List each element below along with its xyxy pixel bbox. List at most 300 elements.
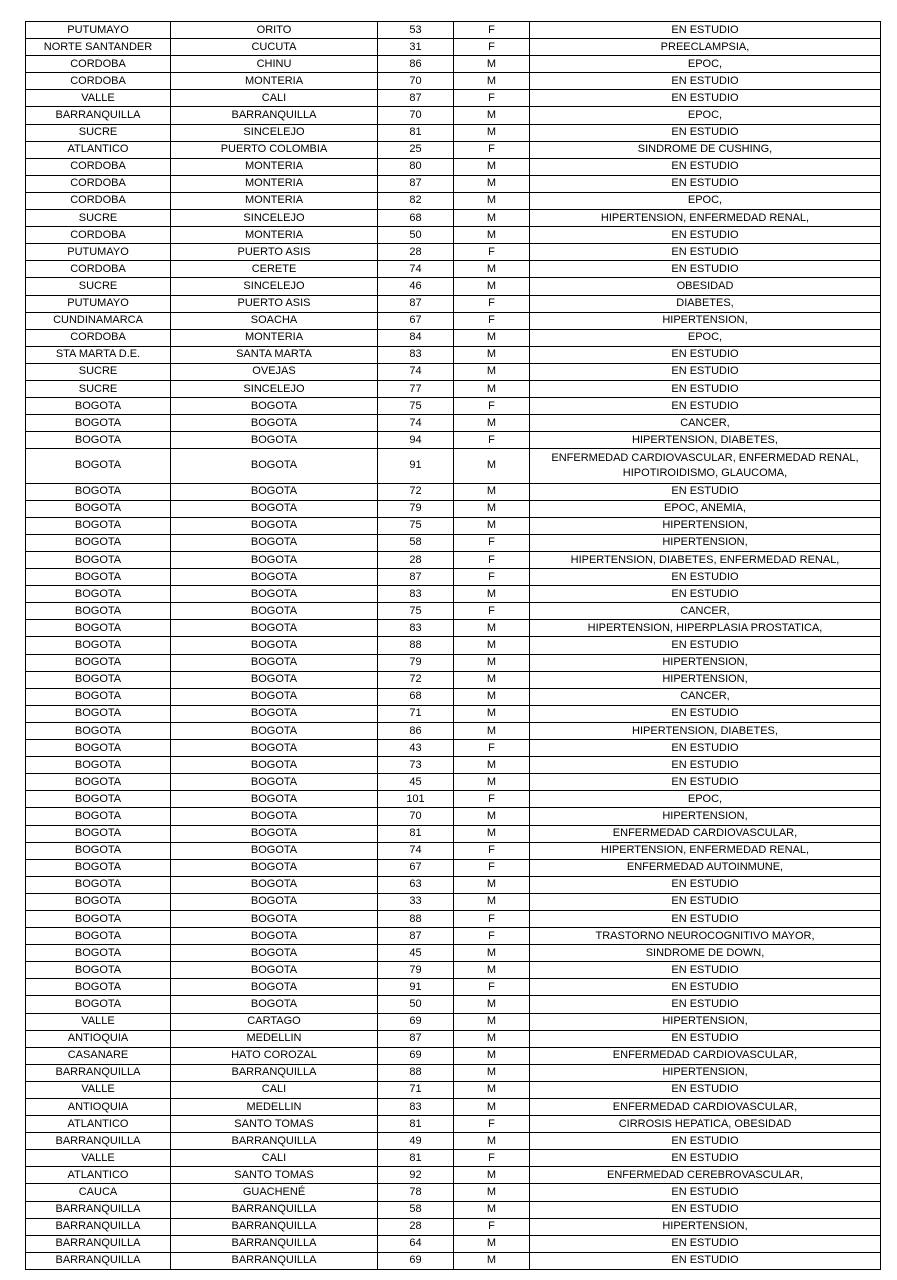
department-cell: BOGOTA — [26, 740, 171, 757]
department-cell: BOGOTA — [26, 791, 171, 808]
table-row — [26, 534, 881, 551]
condition-cell: EN ESTUDIO — [530, 363, 881, 380]
department-cell: BOGOTA — [26, 415, 171, 432]
table-row — [26, 705, 881, 722]
municipality-cell: BOGOTA — [171, 688, 378, 705]
municipality-cell: CARTAGO — [171, 1013, 378, 1030]
table-row — [26, 432, 881, 449]
municipality-cell: BARRANQUILLA — [171, 1235, 378, 1252]
municipality-cell: BOGOTA — [171, 825, 378, 842]
condition-cell: ENFERMEDAD AUTOINMUNE, — [530, 859, 881, 876]
sex-cell: M — [454, 1133, 530, 1150]
table-row — [26, 876, 881, 893]
sex-cell: M — [454, 210, 530, 227]
age-cell: 31 — [378, 39, 454, 56]
table-row — [26, 1201, 881, 1218]
municipality-cell: SANTO TOMAS — [171, 1167, 378, 1184]
table-row — [26, 278, 881, 295]
age-cell: 79 — [378, 500, 454, 517]
municipality-cell: BARRANQUILLA — [171, 107, 378, 124]
table-row — [26, 688, 881, 705]
cases-table — [25, 21, 881, 1270]
table-row — [26, 141, 881, 158]
table-row — [26, 192, 881, 209]
table-row — [26, 1235, 881, 1252]
condition-cell: EN ESTUDIO — [530, 261, 881, 278]
sex-cell: M — [454, 124, 530, 141]
age-cell: 74 — [378, 415, 454, 432]
age-cell: 88 — [378, 1064, 454, 1081]
municipality-cell: BOGOTA — [171, 415, 378, 432]
condition-cell: EN ESTUDIO — [530, 22, 881, 39]
condition-cell: EN ESTUDIO — [530, 740, 881, 757]
condition-cell: EN ESTUDIO — [530, 1235, 881, 1252]
sex-cell: M — [454, 1235, 530, 1252]
department-cell: ATLANTICO — [26, 1116, 171, 1133]
municipality-cell: BARRANQUILLA — [171, 1064, 378, 1081]
sex-cell: M — [454, 586, 530, 603]
sex-cell: M — [454, 483, 530, 500]
age-cell: 86 — [378, 56, 454, 73]
table-row — [26, 910, 881, 927]
department-cell: BOGOTA — [26, 996, 171, 1013]
department-cell: BOGOTA — [26, 705, 171, 722]
sex-cell: F — [454, 603, 530, 620]
age-cell: 67 — [378, 859, 454, 876]
table-row — [26, 979, 881, 996]
age-cell: 72 — [378, 671, 454, 688]
municipality-cell: MONTERIA — [171, 227, 378, 244]
sex-cell: F — [454, 295, 530, 312]
department-cell: BOGOTA — [26, 534, 171, 551]
municipality-cell: BOGOTA — [171, 945, 378, 962]
table-row — [26, 928, 881, 945]
condition-cell: EN ESTUDIO — [530, 483, 881, 500]
department-cell: PUTUMAYO — [26, 244, 171, 261]
municipality-cell: BOGOTA — [171, 552, 378, 569]
department-cell: BOGOTA — [26, 603, 171, 620]
sex-cell: M — [454, 158, 530, 175]
table-row — [26, 56, 881, 73]
condition-cell: ENFERMEDAD CARDIOVASCULAR, — [530, 1047, 881, 1064]
age-cell: 88 — [378, 910, 454, 927]
condition-cell: HIPERTENSION, — [530, 1218, 881, 1235]
municipality-cell: BARRANQUILLA — [171, 1133, 378, 1150]
table-row — [26, 158, 881, 175]
municipality-cell: MONTERIA — [171, 158, 378, 175]
table-row — [26, 825, 881, 842]
age-cell: 46 — [378, 278, 454, 295]
condition-cell: EN ESTUDIO — [530, 893, 881, 910]
municipality-cell: BOGOTA — [171, 996, 378, 1013]
municipality-cell: MEDELLIN — [171, 1099, 378, 1116]
condition-cell: ENFERMEDAD CEREBROVASCULAR, — [530, 1167, 881, 1184]
sex-cell: M — [454, 876, 530, 893]
municipality-cell: CERETE — [171, 261, 378, 278]
department-cell: VALLE — [26, 90, 171, 107]
sex-cell: M — [454, 1047, 530, 1064]
department-cell: CORDOBA — [26, 175, 171, 192]
table-row — [26, 90, 881, 107]
age-cell: 70 — [378, 107, 454, 124]
sex-cell: M — [454, 517, 530, 534]
table-row — [26, 1047, 881, 1064]
municipality-cell: ORITO — [171, 22, 378, 39]
table-row — [26, 774, 881, 791]
sex-cell: M — [454, 1201, 530, 1218]
municipality-cell: HATO COROZAL — [171, 1047, 378, 1064]
age-cell: 53 — [378, 22, 454, 39]
age-cell: 91 — [378, 979, 454, 996]
department-cell: BOGOTA — [26, 774, 171, 791]
age-cell: 87 — [378, 175, 454, 192]
table-row — [26, 261, 881, 278]
municipality-cell: CHINU — [171, 56, 378, 73]
municipality-cell: BOGOTA — [171, 910, 378, 927]
table-row — [26, 22, 881, 39]
table-row — [26, 1184, 881, 1201]
table-row — [26, 808, 881, 825]
department-cell: CORDOBA — [26, 158, 171, 175]
sex-cell: M — [454, 329, 530, 346]
municipality-cell: BOGOTA — [171, 654, 378, 671]
municipality-cell: BOGOTA — [171, 722, 378, 739]
department-cell: CAUCA — [26, 1184, 171, 1201]
department-cell: SUCRE — [26, 363, 171, 380]
age-cell: 25 — [378, 141, 454, 158]
condition-cell: EPOC, ANEMIA, — [530, 500, 881, 517]
age-cell: 72 — [378, 483, 454, 500]
table-row — [26, 517, 881, 534]
condition-cell: HIPERTENSION, — [530, 654, 881, 671]
table-row — [26, 859, 881, 876]
table-row — [26, 1081, 881, 1098]
table-row — [26, 175, 881, 192]
sex-cell: M — [454, 722, 530, 739]
age-cell: 33 — [378, 893, 454, 910]
department-cell: ATLANTICO — [26, 1167, 171, 1184]
sex-cell: M — [454, 261, 530, 278]
condition-cell: EN ESTUDIO — [530, 1030, 881, 1047]
department-cell: CORDOBA — [26, 192, 171, 209]
sex-cell: F — [454, 740, 530, 757]
municipality-cell: MEDELLIN — [171, 1030, 378, 1047]
table-row — [26, 945, 881, 962]
sex-cell: M — [454, 363, 530, 380]
table-row — [26, 483, 881, 500]
municipality-cell: BOGOTA — [171, 808, 378, 825]
sex-cell: M — [454, 945, 530, 962]
condition-cell: EN ESTUDIO — [530, 1184, 881, 1201]
sex-cell: M — [454, 1252, 530, 1269]
municipality-cell: BOGOTA — [171, 620, 378, 637]
sex-cell: F — [454, 1116, 530, 1133]
sex-cell: M — [454, 637, 530, 654]
condition-cell: EPOC, — [530, 791, 881, 808]
condition-cell: EN ESTUDIO — [530, 1133, 881, 1150]
sex-cell: F — [454, 910, 530, 927]
municipality-cell: BOGOTA — [171, 569, 378, 586]
sex-cell: M — [454, 671, 530, 688]
condition-cell: ENFERMEDAD CARDIOVASCULAR, — [530, 1099, 881, 1116]
department-cell: BARRANQUILLA — [26, 1235, 171, 1252]
department-cell: SUCRE — [26, 124, 171, 141]
municipality-cell: SOACHA — [171, 312, 378, 329]
sex-cell: M — [454, 757, 530, 774]
department-cell: ANTIOQUIA — [26, 1099, 171, 1116]
condition-cell: HIPERTENSION, DIABETES, ENFERMEDAD RENAL, — [530, 552, 881, 569]
municipality-cell: CALI — [171, 90, 378, 107]
condition-cell: EN ESTUDIO — [530, 757, 881, 774]
age-cell: 91 — [378, 449, 454, 483]
condition-cell: EN ESTUDIO — [530, 962, 881, 979]
age-cell: 79 — [378, 962, 454, 979]
department-cell: BARRANQUILLA — [26, 1252, 171, 1269]
table-row — [26, 124, 881, 141]
sex-cell: M — [454, 1099, 530, 1116]
condition-cell: EN ESTUDIO — [530, 124, 881, 141]
department-cell: BOGOTA — [26, 671, 171, 688]
municipality-cell: BOGOTA — [171, 962, 378, 979]
sex-cell: M — [454, 1064, 530, 1081]
municipality-cell: CALI — [171, 1150, 378, 1167]
department-cell: BOGOTA — [26, 910, 171, 927]
department-cell: PUTUMAYO — [26, 295, 171, 312]
municipality-cell: BARRANQUILLA — [171, 1252, 378, 1269]
municipality-cell: BOGOTA — [171, 740, 378, 757]
table-row — [26, 1150, 881, 1167]
condition-cell: EN ESTUDIO — [530, 244, 881, 261]
department-cell: CORDOBA — [26, 227, 171, 244]
condition-cell: DIABETES, — [530, 295, 881, 312]
age-cell: 101 — [378, 791, 454, 808]
sex-cell: F — [454, 1218, 530, 1235]
department-cell: STA MARTA D.E. — [26, 346, 171, 363]
table-row — [26, 1218, 881, 1235]
municipality-cell: GUACHENÉ — [171, 1184, 378, 1201]
department-cell: SUCRE — [26, 278, 171, 295]
table-row — [26, 893, 881, 910]
municipality-cell: BOGOTA — [171, 842, 378, 859]
sex-cell: M — [454, 688, 530, 705]
sex-cell: M — [454, 1081, 530, 1098]
municipality-cell: BOGOTA — [171, 534, 378, 551]
department-cell: BOGOTA — [26, 637, 171, 654]
age-cell: 83 — [378, 1099, 454, 1116]
sex-cell: M — [454, 380, 530, 397]
table-row — [26, 73, 881, 90]
sex-cell: M — [454, 449, 530, 483]
age-cell: 86 — [378, 722, 454, 739]
age-cell: 58 — [378, 534, 454, 551]
age-cell: 63 — [378, 876, 454, 893]
age-cell: 82 — [378, 192, 454, 209]
table-row — [26, 380, 881, 397]
condition-cell: HIPERTENSION, — [530, 1013, 881, 1030]
table-row — [26, 1167, 881, 1184]
department-cell: VALLE — [26, 1081, 171, 1098]
table-row — [26, 603, 881, 620]
municipality-cell: BOGOTA — [171, 637, 378, 654]
condition-cell: HIPERTENSION, ENFERMEDAD RENAL, — [530, 210, 881, 227]
condition-cell: EPOC, — [530, 329, 881, 346]
age-cell: 28 — [378, 1218, 454, 1235]
department-cell: CASANARE — [26, 1047, 171, 1064]
condition-cell: OBESIDAD — [530, 278, 881, 295]
table-row — [26, 398, 881, 415]
sex-cell: F — [454, 312, 530, 329]
sex-cell: M — [454, 1030, 530, 1047]
department-cell: BOGOTA — [26, 945, 171, 962]
municipality-cell: MONTERIA — [171, 329, 378, 346]
department-cell: BARRANQUILLA — [26, 107, 171, 124]
sex-cell: F — [454, 141, 530, 158]
age-cell: 77 — [378, 380, 454, 397]
table-row — [26, 1013, 881, 1030]
sex-cell: F — [454, 859, 530, 876]
age-cell: 75 — [378, 398, 454, 415]
sex-cell: M — [454, 107, 530, 124]
municipality-cell: BOGOTA — [171, 432, 378, 449]
department-cell: BOGOTA — [26, 432, 171, 449]
table-row — [26, 415, 881, 432]
table-row — [26, 962, 881, 979]
age-cell: 83 — [378, 620, 454, 637]
municipality-cell: BOGOTA — [171, 449, 378, 483]
age-cell: 28 — [378, 244, 454, 261]
age-cell: 50 — [378, 227, 454, 244]
age-cell: 43 — [378, 740, 454, 757]
municipality-cell: BOGOTA — [171, 705, 378, 722]
municipality-cell: SANTA MARTA — [171, 346, 378, 363]
municipality-cell: SINCELEJO — [171, 380, 378, 397]
table-row — [26, 312, 881, 329]
department-cell: BOGOTA — [26, 398, 171, 415]
municipality-cell: SINCELEJO — [171, 278, 378, 295]
sex-cell: F — [454, 928, 530, 945]
age-cell: 87 — [378, 90, 454, 107]
sex-cell: M — [454, 175, 530, 192]
age-cell: 45 — [378, 774, 454, 791]
table-row — [26, 620, 881, 637]
condition-cell: EN ESTUDIO — [530, 705, 881, 722]
department-cell: BOGOTA — [26, 552, 171, 569]
sex-cell: M — [454, 996, 530, 1013]
age-cell: 68 — [378, 688, 454, 705]
sex-cell: M — [454, 192, 530, 209]
department-cell: BOGOTA — [26, 979, 171, 996]
condition-cell: EN ESTUDIO — [530, 1150, 881, 1167]
condition-cell: EN ESTUDIO — [530, 1252, 881, 1269]
municipality-cell: BOGOTA — [171, 671, 378, 688]
condition-cell: HIPERTENSION, DIABETES, — [530, 432, 881, 449]
table-row — [26, 244, 881, 261]
municipality-cell: BOGOTA — [171, 859, 378, 876]
municipality-cell: BOGOTA — [171, 483, 378, 500]
sex-cell: M — [454, 808, 530, 825]
municipality-cell: BOGOTA — [171, 876, 378, 893]
condition-cell: SINDROME DE CUSHING, — [530, 141, 881, 158]
municipality-cell: BOGOTA — [171, 791, 378, 808]
sex-cell: M — [454, 825, 530, 842]
table-row — [26, 654, 881, 671]
sex-cell: F — [454, 979, 530, 996]
municipality-cell: BOGOTA — [171, 893, 378, 910]
table-row — [26, 107, 881, 124]
sex-cell: M — [454, 893, 530, 910]
condition-cell: EN ESTUDIO — [530, 346, 881, 363]
age-cell: 69 — [378, 1252, 454, 1269]
condition-cell: EN ESTUDIO — [530, 73, 881, 90]
department-cell: CORDOBA — [26, 261, 171, 278]
municipality-cell: SINCELEJO — [171, 210, 378, 227]
condition-cell: SINDROME DE DOWN, — [530, 945, 881, 962]
department-cell: BOGOTA — [26, 722, 171, 739]
municipality-cell: BOGOTA — [171, 500, 378, 517]
condition-cell: TRASTORNO NEUROCOGNITIVO MAYOR, — [530, 928, 881, 945]
condition-cell: ENFERMEDAD CARDIOVASCULAR, — [530, 825, 881, 842]
condition-cell: EN ESTUDIO — [530, 175, 881, 192]
condition-cell: EN ESTUDIO — [530, 1201, 881, 1218]
municipality-cell: BOGOTA — [171, 979, 378, 996]
sex-cell: M — [454, 654, 530, 671]
department-cell: SUCRE — [26, 210, 171, 227]
condition-cell: HIPERTENSION, ENFERMEDAD RENAL, — [530, 842, 881, 859]
table-row — [26, 329, 881, 346]
age-cell: 83 — [378, 346, 454, 363]
municipality-cell: MONTERIA — [171, 192, 378, 209]
municipality-cell: CUCUTA — [171, 39, 378, 56]
condition-cell: HIPERTENSION, HIPERPLASIA PROSTATICA, — [530, 620, 881, 637]
age-cell: 75 — [378, 517, 454, 534]
sex-cell: M — [454, 962, 530, 979]
department-cell: CORDOBA — [26, 329, 171, 346]
age-cell: 69 — [378, 1013, 454, 1030]
condition-cell: CANCER, — [530, 415, 881, 432]
department-cell: NORTE SANTANDER — [26, 39, 171, 56]
municipality-cell: BARRANQUILLA — [171, 1201, 378, 1218]
table-row — [26, 1099, 881, 1116]
sex-cell: F — [454, 39, 530, 56]
department-cell: BOGOTA — [26, 517, 171, 534]
sex-cell: F — [454, 22, 530, 39]
sex-cell: M — [454, 1184, 530, 1201]
department-cell: BOGOTA — [26, 825, 171, 842]
municipality-cell: OVEJAS — [171, 363, 378, 380]
age-cell: 74 — [378, 842, 454, 859]
age-cell: 81 — [378, 124, 454, 141]
sex-cell: F — [454, 534, 530, 551]
municipality-cell: PUERTO ASIS — [171, 295, 378, 312]
department-cell: BARRANQUILLA — [26, 1064, 171, 1081]
department-cell: VALLE — [26, 1150, 171, 1167]
department-cell: BOGOTA — [26, 654, 171, 671]
sex-cell: M — [454, 346, 530, 363]
condition-cell: EN ESTUDIO — [530, 227, 881, 244]
table-row — [26, 722, 881, 739]
condition-cell: EN ESTUDIO — [530, 586, 881, 603]
municipality-cell: PUERTO COLOMBIA — [171, 141, 378, 158]
condition-cell: HIPERTENSION, — [530, 517, 881, 534]
department-cell: BOGOTA — [26, 962, 171, 979]
table-row — [26, 1064, 881, 1081]
sex-cell: M — [454, 73, 530, 90]
department-cell: VALLE — [26, 1013, 171, 1030]
condition-cell: EN ESTUDIO — [530, 1081, 881, 1098]
department-cell: BOGOTA — [26, 757, 171, 774]
department-cell: PUTUMAYO — [26, 22, 171, 39]
table-row — [26, 586, 881, 603]
